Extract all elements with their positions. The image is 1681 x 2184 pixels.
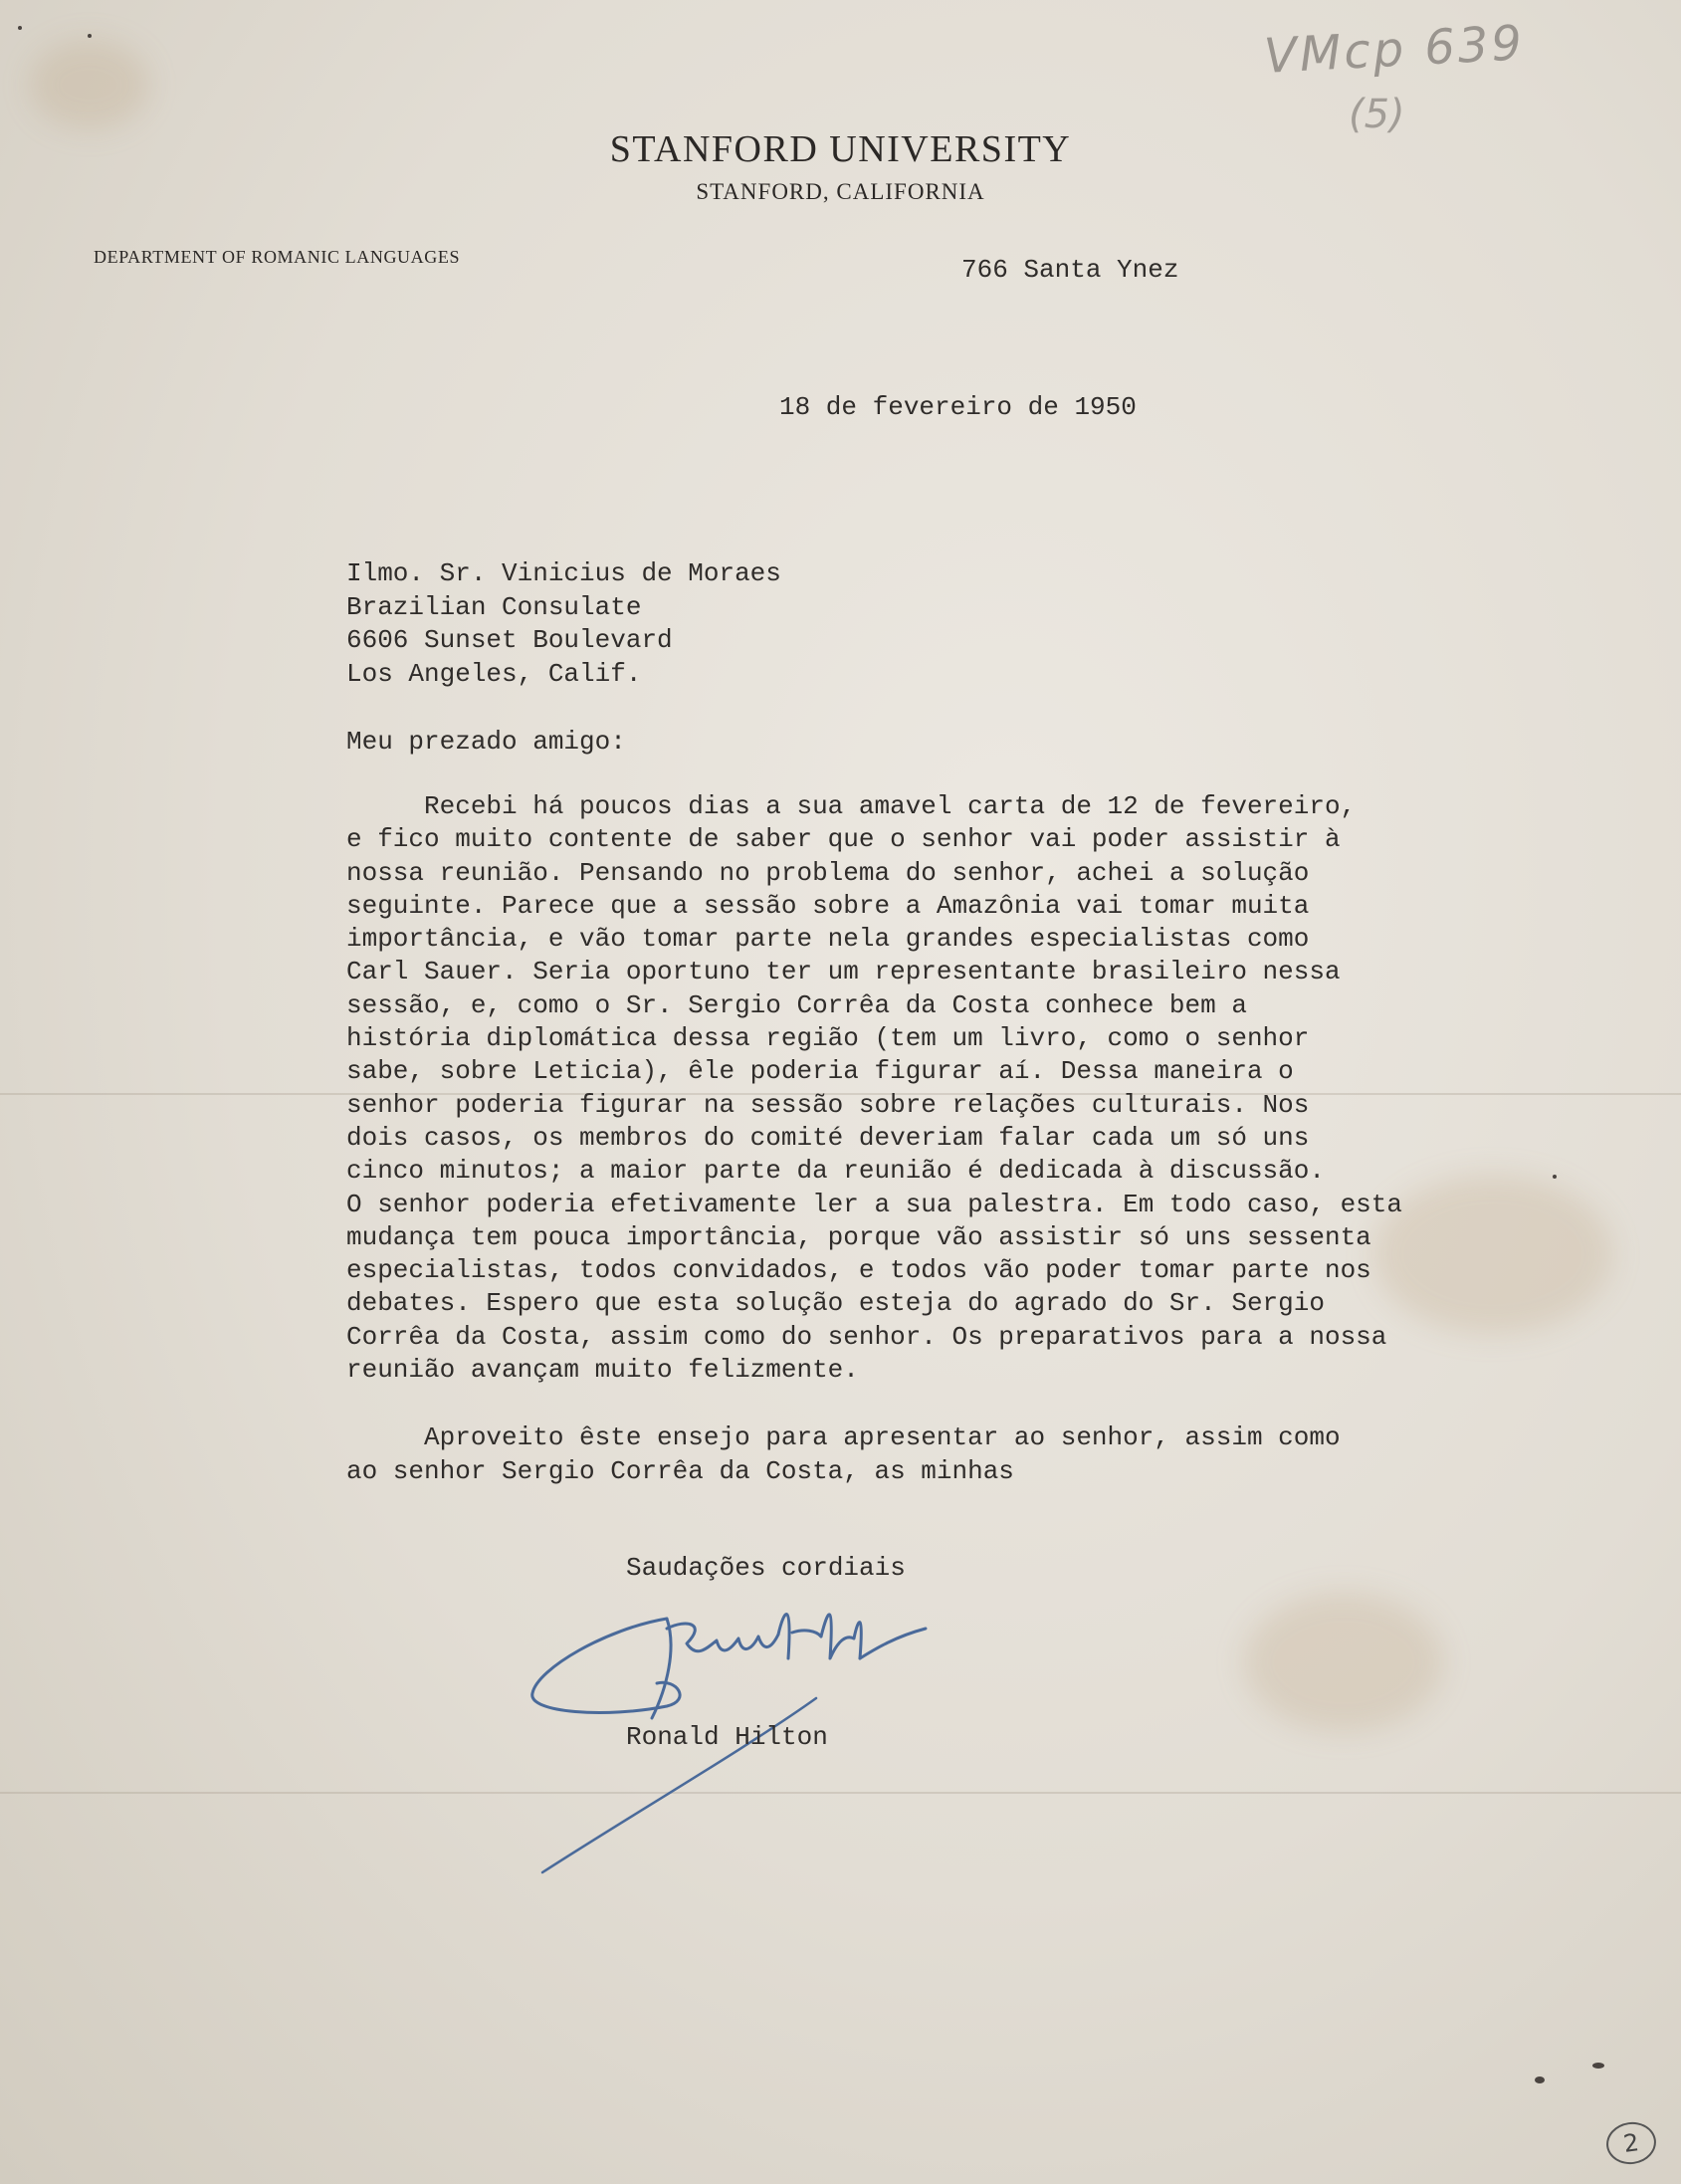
body-line: seguinte. Parece que a sessão sobre a Amazônia vai tomar muita bbox=[346, 890, 1310, 921]
paper-speck bbox=[1553, 1175, 1557, 1179]
body-line: cinco minutos; a maior parte da reunião é dedicada à discussão. bbox=[346, 1156, 1325, 1187]
body-line: Corrêa da Costa, assim como do senhor. Os preparativos para a nossa bbox=[346, 1321, 1387, 1352]
paper-speck bbox=[1592, 2063, 1604, 2069]
recipient-line: 6606 Sunset Boulevard bbox=[346, 625, 673, 655]
body-line: especialistas, todos convidados, e todos vão poder tomar parte nos bbox=[346, 1255, 1371, 1286]
body-line: sabe, sobre Leticia), êle poderia figurar aí. Dessa maneira o bbox=[346, 1056, 1294, 1087]
signer-name: Ronald Hilton bbox=[626, 1722, 828, 1752]
closing-paragraph bbox=[346, 1421, 1341, 1488]
letterhead-location: STANFORD, CALIFORNIA bbox=[696, 179, 985, 204]
paper-stain bbox=[1244, 1593, 1443, 1732]
salutation: Meu prezado amigo: bbox=[346, 727, 626, 757]
body-line: sessão, e, como o Sr. Sergio Corrêa da Costa conhece bem a bbox=[346, 989, 1247, 1020]
recipient-line: Los Angeles, Calif. bbox=[346, 658, 642, 689]
body-line: dois casos, os membros do comité deveriam falar cada um só uns bbox=[346, 1122, 1310, 1153]
signature-stroke bbox=[667, 1624, 778, 1651]
body-line: Carl Sauer. Seria oportuno ter um representante brasileiro nessa bbox=[346, 957, 1341, 987]
body-line: Recebi há poucos dias a sua amavel carta de 12 de fevereiro, bbox=[346, 791, 1357, 821]
page-number: 2 bbox=[1603, 2119, 1658, 2168]
closing-line: ao senhor Sergio Corrêa da Costa, as minhas bbox=[346, 1455, 1014, 1486]
signature-stroke bbox=[652, 1619, 671, 1718]
signature-stroke bbox=[821, 1615, 861, 1658]
signature-stroke bbox=[778, 1615, 821, 1658]
body-line: importância, e vão tomar parte nela grandes especialistas como bbox=[346, 924, 1310, 955]
body-line: e fico muito contente de saber que o senhor vai poder assistir à bbox=[346, 824, 1341, 855]
paper-stain bbox=[30, 40, 149, 129]
letter-date: 18 de fevereiro de 1950 bbox=[779, 392, 1137, 422]
archive-reference: VMcp 639 bbox=[1262, 15, 1527, 85]
signature-stroke bbox=[860, 1629, 926, 1658]
body-line: senhor poderia figurar na sessão sobre relações culturais. Nos bbox=[346, 1089, 1310, 1120]
body-line: mudança tem pouca importância, porque vão assistir só uns sessenta bbox=[346, 1221, 1371, 1252]
signature-stroke bbox=[532, 1619, 680, 1712]
body-line: debates. Espero que esta solução esteja do agrado do Sr. Sergio bbox=[346, 1288, 1325, 1319]
body-line: reunião avançam muito felizmente. bbox=[346, 1355, 859, 1386]
paper-speck bbox=[88, 34, 92, 38]
sender-address: 766 Santa Ynez bbox=[961, 255, 1179, 285]
body-line: nossa reunião. Pensando no problema do senhor, achei a solução bbox=[346, 857, 1310, 888]
letterhead-institution: STANFORD UNIVERSITY bbox=[609, 128, 1072, 170]
paper-stain bbox=[1373, 1175, 1612, 1334]
recipient-line: Brazilian Consulate bbox=[346, 591, 642, 622]
closing-line: Aproveito êste ensejo para apresentar ao senhor, assim como bbox=[346, 1422, 1341, 1452]
body-line: história diplomática dessa região (tem um livro, como o senhor bbox=[346, 1023, 1310, 1054]
body-line: O senhor poderia efetivamente ler a sua palestra. Em todo caso, esta bbox=[346, 1189, 1402, 1219]
archive-folder: (5) bbox=[1349, 92, 1405, 137]
paper-speck bbox=[18, 26, 22, 30]
letter-body bbox=[346, 790, 1402, 1387]
paper-speck bbox=[1535, 2076, 1545, 2083]
recipient-block bbox=[346, 557, 781, 691]
valediction: Saudações cordiais bbox=[626, 1553, 906, 1583]
recipient-line: Ilmo. Sr. Vinicius de Moraes bbox=[346, 558, 781, 588]
letterhead-department: DEPARTMENT OF ROMANIC LANGUAGES bbox=[94, 247, 461, 267]
